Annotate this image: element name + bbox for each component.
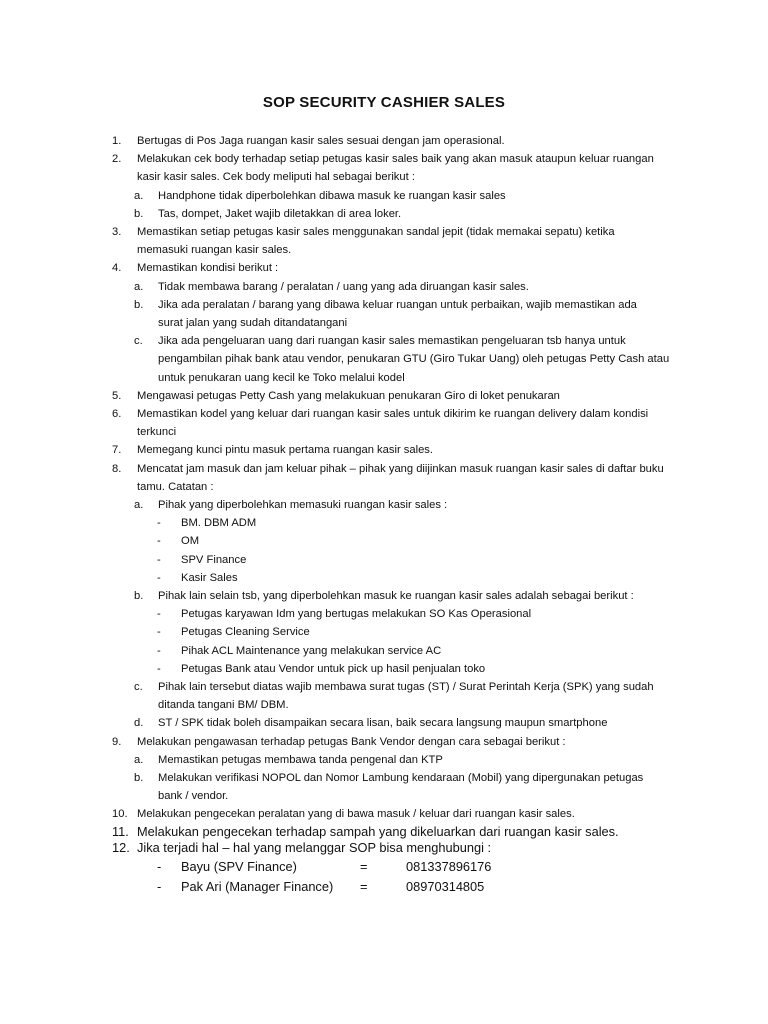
item-text: Bertugas di Pos Jaga ruangan kasir sales sesuai dengan jam operasional. [137, 135, 505, 147]
subitem-text: Handphone tidak diperbolehkan dibawa masuk ke ruangan kasir sales [158, 189, 506, 202]
document-line [0, 696, 768, 714]
subitem-label: b. [134, 590, 144, 602]
document-line [0, 751, 768, 769]
item-number: 11. [112, 824, 129, 839]
document-line [0, 839, 768, 857]
bullet-text: Pihak ACL Maintenance yang melakukan service AC [181, 644, 442, 657]
document-line [0, 441, 768, 459]
subitem-text: ST / SPK tidak boleh disampaikan secara lisan, baik secara langsung maupun smartphone [158, 717, 608, 730]
document-line [0, 150, 768, 168]
item-text: terkunci [137, 426, 177, 439]
subitem-text: Tidak membawa barang / peralatan / uang yang ada diruangan kasir sales. [158, 280, 529, 293]
document-line [0, 405, 768, 423]
document-line [0, 369, 768, 387]
contact-name: Bayu (SPV Finance) [181, 859, 297, 874]
item-text: Melakukan pengecekan peralatan yang di bawa masuk / keluar dari ruangan kasir sales. [137, 808, 575, 821]
document-line [0, 350, 768, 368]
document-line [0, 460, 768, 478]
document-line [0, 605, 768, 623]
item-number: 4. [112, 262, 122, 275]
subitem-text: pengambilan pihak bank atau vendor, penukaran GTU (Giro Tukar Uang) oleh petugas Petty Cash atau [158, 353, 670, 366]
document-line [0, 678, 768, 696]
subitem-label: b. [134, 207, 144, 220]
subitem-text: ditanda tangani BM/ DBM. [158, 699, 289, 712]
bullet-dash: - [157, 608, 161, 621]
document-line [0, 332, 768, 350]
subitem-label: c. [134, 335, 143, 348]
subitem-text: Pihak lain selain tsb, yang diperbolehkan masuk ke ruangan kasir sales adalah sebagai berikut : [158, 590, 634, 602]
bullet-text: Kasir Sales [181, 571, 238, 584]
document-line [0, 168, 768, 186]
document-line [0, 496, 768, 514]
item-text: tamu. Catatan : [137, 480, 214, 493]
bullet-dash: - [157, 859, 162, 874]
subitem-label: c. [134, 681, 143, 693]
contact-phone: 081337896176 [406, 859, 492, 874]
contact-name: Pak Ari (Manager Finance) [181, 879, 334, 894]
item-text: Memastikan setiap petugas kasir sales menggunakan sandal jepit (tidak memakai sepatu) ketika [137, 226, 615, 238]
subitem-text: bank / vendor. [158, 790, 229, 803]
contact-phone: 08970314805 [406, 879, 485, 894]
item-text: Jika terjadi hal – hal yang melanggar SOP bisa menghubungi : [137, 840, 492, 855]
subitem-label: a. [134, 280, 144, 293]
document-line [0, 241, 768, 259]
subitem-text: Memastikan petugas membawa tanda pengenal dan KTP [158, 753, 443, 766]
document-line [0, 423, 768, 441]
contact-line [0, 858, 768, 878]
subitem-label: a. [134, 499, 144, 511]
subitem-label: a. [134, 753, 144, 766]
item-number: 10. [112, 808, 128, 821]
bullet-dash: - [157, 662, 161, 675]
item-number: 9. [112, 735, 122, 748]
bullet-dash: - [157, 644, 161, 657]
bullet-dash: - [157, 879, 162, 894]
document-line [0, 642, 768, 660]
document-line [0, 805, 768, 823]
contact-equals: = [360, 859, 368, 874]
document-line [0, 714, 768, 732]
subitem-text: untuk penukaran uang kecil ke Toko melalui kodel [158, 371, 405, 384]
document-line [0, 205, 768, 223]
subitem-text: Melakukan verifikasi NOPOL dan Nomor Lambung kendaraan (Mobil) yang dipergunakan petugas [158, 772, 644, 784]
item-number: 12. [112, 840, 130, 855]
item-text: Memastikan kodel yang keluar dari ruangan kasir sales untuk dikirim ke ruangan delivery dalam kondisi [137, 408, 649, 420]
contact-line [0, 878, 768, 898]
item-number: 6. [112, 408, 122, 420]
item-text: Mencatat jam masuk dan jam keluar pihak – pihak yang diijinkan masuk ruangan kasir sales di daftar buku [137, 462, 664, 475]
item-text: Melakukan pengawasan terhadap petugas Bank Vendor dengan cara sebagai berikut : [137, 735, 566, 748]
item-text: memasuki ruangan kasir sales. [137, 244, 292, 257]
item-number: 7. [112, 444, 122, 457]
subitem-label: b. [134, 772, 144, 784]
bullet-text: Petugas Cleaning Service [181, 626, 310, 639]
document-line [0, 223, 768, 241]
document-line [0, 296, 768, 314]
bullet-dash: - [157, 517, 161, 530]
document-line [0, 259, 768, 277]
document-line [0, 569, 768, 587]
document-line [0, 623, 768, 641]
item-text: Melakukan cek body terhadap setiap petugas kasir sales baik yang akan masuk ataupun keluar ruangan [137, 153, 654, 166]
item-text: kasir kasir sales. Cek body meliputi hal sebagai berikut : [137, 171, 415, 184]
item-text: Melakukan pengecekan terhadap sampah yang dikeluarkan dari ruangan kasir sales. [137, 824, 619, 839]
item-number: 1. [112, 135, 122, 147]
document-line [0, 532, 768, 550]
bullet-text: OM [181, 535, 200, 548]
document-line [0, 551, 768, 569]
item-number: 3. [112, 226, 122, 238]
document-line [0, 278, 768, 296]
item-text: Memastikan kondisi berikut : [137, 262, 279, 275]
document-line [0, 787, 768, 805]
subitem-text: Jika ada pengeluaran uang dari ruangan kasir sales memastikan pengeluaran tsb hanya untuk [158, 335, 626, 348]
item-number: 5. [112, 389, 122, 402]
item-number: 2. [112, 153, 122, 166]
item-text: Mengawasi petugas Petty Cash yang melakukuan penukaran Giro di loket penukaran [137, 389, 560, 402]
document-line [0, 514, 768, 532]
document-line [0, 314, 768, 332]
document-line [0, 660, 768, 678]
bullet-text: SPV Finance [181, 553, 247, 566]
subitem-label: d. [134, 717, 144, 730]
subitem-text: Pihak yang diperbolehkan memasuki ruangan kasir sales : [158, 499, 448, 511]
bullet-text: Petugas karyawan Idm yang bertugas melakukan SO Kas Operasional [181, 608, 532, 621]
bullet-dash: - [157, 571, 161, 584]
document-line [0, 769, 768, 787]
subitem-text: Tas, dompet, Jaket wajib diletakkan di area loker. [158, 207, 402, 220]
bullet-dash: - [157, 553, 161, 566]
subitem-label: b. [134, 298, 144, 311]
subitem-label: a. [134, 189, 144, 202]
document-line [0, 132, 768, 150]
bullet-text: Petugas Bank atau Vendor untuk pick up hasil penjualan toko [181, 662, 486, 675]
document-title: SOP SECURITY CASHIER SALES [262, 94, 506, 111]
bullet-text: BM. DBM ADM [181, 517, 257, 530]
document-line [0, 478, 768, 496]
subitem-text: Pihak lain tersebut diatas wajib membawa surat tugas (ST) / Surat Perintah Kerja (SPK) yang sudah [158, 681, 654, 693]
subitem-text: Jika ada peralatan / barang yang dibawa keluar ruangan untuk perbaikan, wajib memastikan ada [158, 298, 637, 311]
document-line [0, 587, 768, 605]
contact-equals: = [360, 879, 368, 894]
subitem-text: surat jalan yang sudah ditandatangani [158, 317, 348, 329]
item-text: Memegang kunci pintu masuk pertama ruangan kasir sales. [137, 444, 433, 457]
bullet-dash: - [157, 626, 161, 639]
item-number: 8. [112, 462, 122, 475]
document-line [0, 387, 768, 405]
bullet-dash: - [157, 535, 161, 548]
document-line [0, 187, 768, 205]
document-line [0, 733, 768, 751]
